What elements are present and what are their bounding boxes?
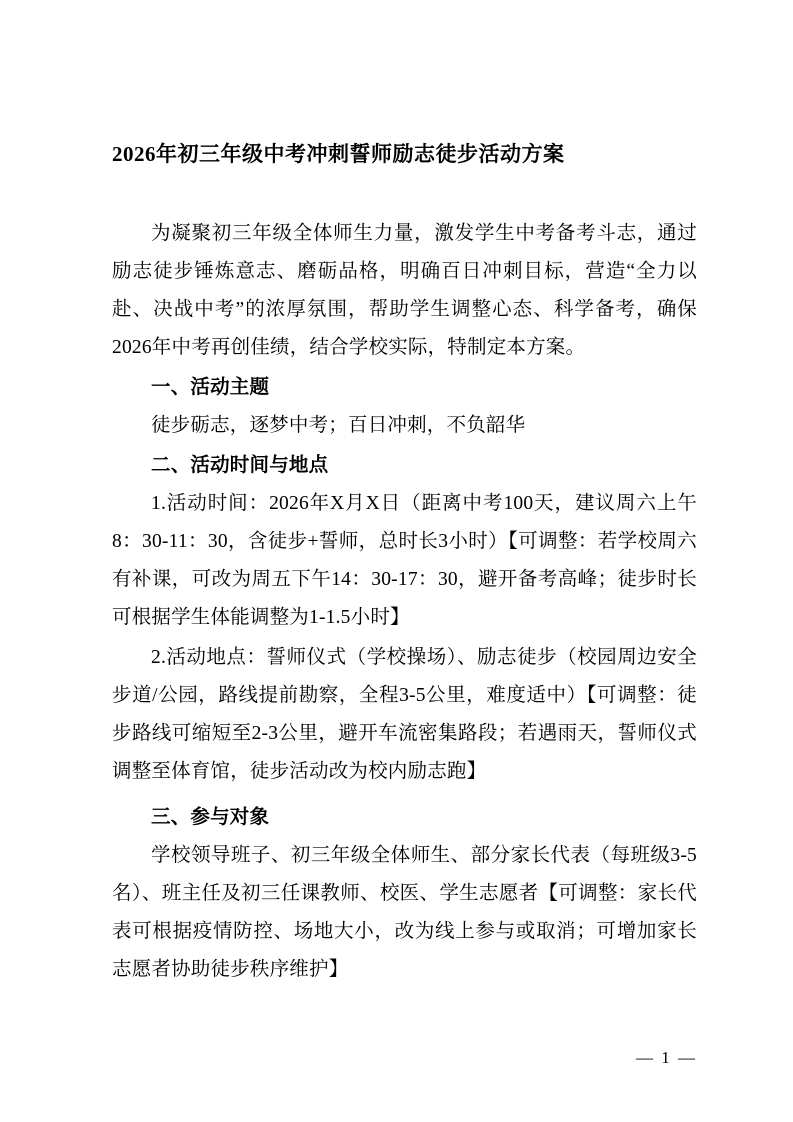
section-1-paragraph-1: 徒步砺志，逐梦中考；百日冲刺，不负韶华 <box>151 415 526 437</box>
page-number: — 1 — <box>636 1048 697 1067</box>
intro-paragraph: 为凝聚初三年级全体师生力量，激发学生中考备考斗志，通过励志徒步锤炼意志、磨砺品格，明确百日冲刺目标，营造“全力以赴、决战中考”的浓厚氛围，帮助学生调整心态、科学备考，确保2026年中考再创佳绩，结合学校实际，特制定本方案。 <box>112 223 697 359</box>
section-3-paragraph-1: 学校领导班子、初三年级全体师生、部分家长代表（每班级3-5名）、班主任及初三任课教师、校医、学生志愿者【可调整：家长代表可根据疫情防控、场地大小，改为线上参与或取消；可增加家长志愿者协助徒步秩序维护】 <box>112 845 697 981</box>
page-title: 2026年初三年级中考冲刺誓师励志徒步活动方案 <box>112 142 565 166</box>
section-heading-3: 三、参与对象 <box>151 807 270 829</box>
section-2-paragraph-2: 2.活动地点：誓师仪式（学校操场）、励志徒步（校园周边安全步道/公园，路线提前勘察，全程3-5公里，难度适中）【可调整：徒步路线可缩短至2-3公里，避开车流密集路段；若遇雨天，誓师仪式调整至体育馆，徒步活动改为校内励志跑】 <box>112 647 697 783</box>
section-2-paragraph-1: 1.活动时间：2026年X月X日（距离中考100天，建议周六上午8：30-11：30，含徒步+誓师，总时长3小时）【可调整：若学校周六有补课，可改为周五下午14：30-17：30，避开备考高峰；徒步时长可根据学生体能调整为1-1.5小时】 <box>112 493 697 629</box>
section-heading-2: 二、活动时间与地点 <box>151 455 329 477</box>
section-heading-1: 一、活动主题 <box>151 377 270 399</box>
